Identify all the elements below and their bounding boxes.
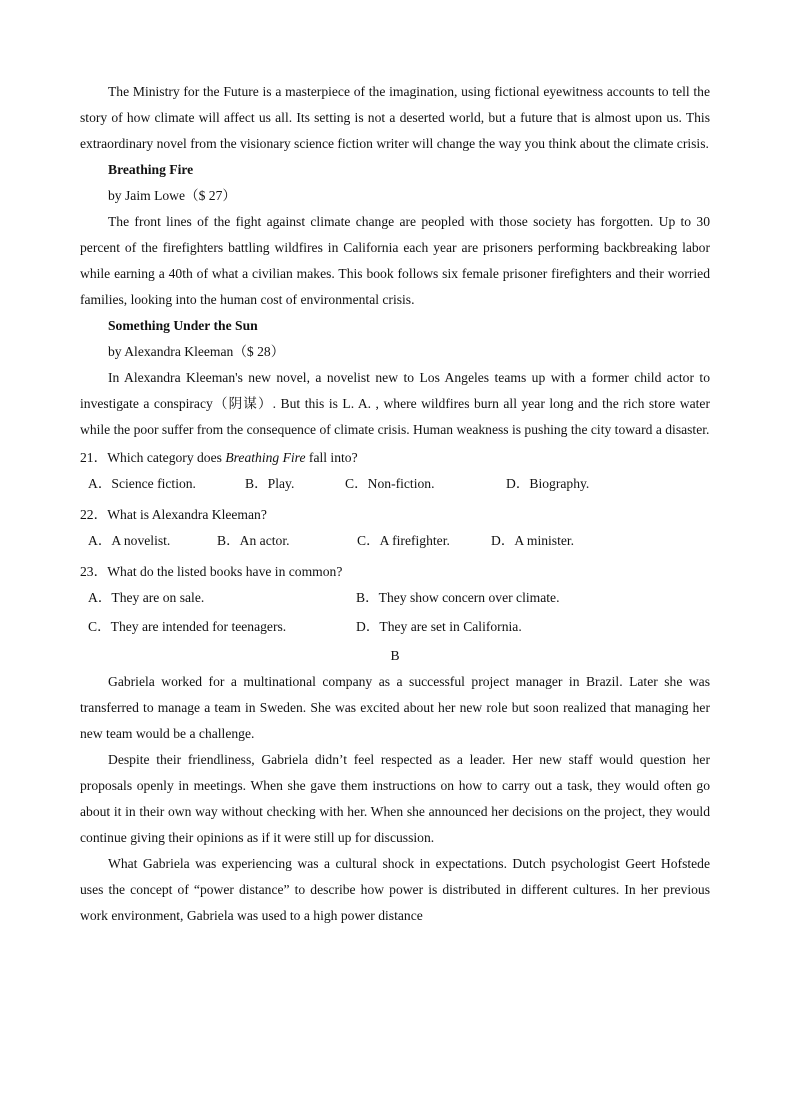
- option-c[interactable]: C．They are intended for teenagers.: [88, 619, 287, 634]
- book-desc-something-under-the-sun: In Alexandra Kleeman's new novel, a novelist new to Los Angeles teams up with a former child actor to investigate a conspiracy（阴谋）. But this is L. A. , where wildfires burn all year long and the rich store water while the poor suffer from the consequence of climate crisis. Human weakness is pushing the city toward a disaster.: [80, 370, 710, 437]
- question-number: 22．: [80, 507, 108, 522]
- option-b[interactable]: B．They show concern over climate.: [356, 590, 560, 605]
- option-d[interactable]: D．A minister.: [491, 533, 575, 548]
- question-stem-end: fall into?: [305, 450, 358, 465]
- question-22: [80, 502, 710, 528]
- option-a[interactable]: A．Science fiction.: [88, 476, 196, 491]
- question-22-options: [80, 528, 710, 557]
- intro-paragraph: The Ministry for the Future is a masterpiece of the imagination, using fictional eyewitness accounts to tell the story of how climate will affect us all. Its setting is not a deserted world, but a future that is almost upon us. This extraordinary novel from the visionary science fiction writer will change the way you think about the climate crisis.: [80, 84, 710, 151]
- document-content: [80, 79, 710, 929]
- question-23: [80, 559, 710, 585]
- option-d[interactable]: D．Biography.: [506, 476, 590, 491]
- option-c[interactable]: C．A firefighter.: [357, 533, 450, 548]
- question-21: [80, 445, 710, 471]
- option-b[interactable]: B．An actor.: [217, 533, 290, 548]
- question-21-options: [80, 471, 710, 500]
- option-a[interactable]: A．They are on sale.: [88, 590, 205, 605]
- question-stem: What is Alexandra Kleeman?: [107, 507, 267, 522]
- section-b-paragraph-1: Gabriela worked for a multinational company as a successful project manager in Brazil. Later she was transferred to manage a team in Sweden. She was excited about her new role but soon realized that managing her new team would be a challenge.: [80, 674, 710, 741]
- question-number: 23．: [80, 564, 108, 579]
- question-stem: What do the listed books have in common?: [107, 564, 343, 579]
- question-number: 21．: [80, 450, 108, 465]
- question-stem-book-title: Breathing Fire: [225, 450, 306, 465]
- option-b[interactable]: B．Play.: [245, 476, 295, 491]
- section-b-label: B: [390, 648, 400, 663]
- option-a[interactable]: A．A novelist.: [88, 533, 171, 548]
- book-byline-something-under-the-sun: by Alexandra Kleeman（$ 28）: [108, 344, 285, 359]
- book-desc-breathing-fire: The front lines of the fight against climate change are peopled with those society has forgotten. Up to 30 percent of the firefighters battling wildfires in California each year are prisoners performing backbreaking labor while earning a 40th of what a civilian makes. This book follows six female prisoner firefighters and their worried families, looking into the human cost of environmental crisis.: [80, 214, 710, 307]
- book-byline-breathing-fire: by Jaim Lowe（$ 27）: [108, 188, 236, 203]
- question-stem: Which category does: [107, 450, 226, 465]
- book-title-something-under-the-sun: Something Under the Sun: [108, 318, 258, 333]
- section-b-paragraph-2: Despite their friendliness, Gabriela didn’t feel respected as a leader. Her new staff would question her proposals openly in meetings. When she gave them instructions on how to carry out a task, they would often go about it in their own way without checking with her. When she announced her decisions on the project, they would continue giving their opinions as if it were still up for discussion.: [80, 752, 710, 845]
- section-b-paragraph-3: What Gabriela was experiencing was a cultural shock in expectations. Dutch psychologist Geert Hofstede uses the concept of “power distance” to describe how power is distributed in different cultures. In her previous work environment, Gabriela was used to a high power distance: [80, 856, 710, 923]
- book-title-breathing-fire: Breathing Fire: [108, 162, 194, 177]
- option-c[interactable]: C．Non-fiction.: [345, 476, 435, 491]
- question-23-options-row2: [80, 614, 710, 643]
- option-d[interactable]: D．They are set in California.: [356, 619, 522, 634]
- question-23-options-row1: [80, 585, 710, 614]
